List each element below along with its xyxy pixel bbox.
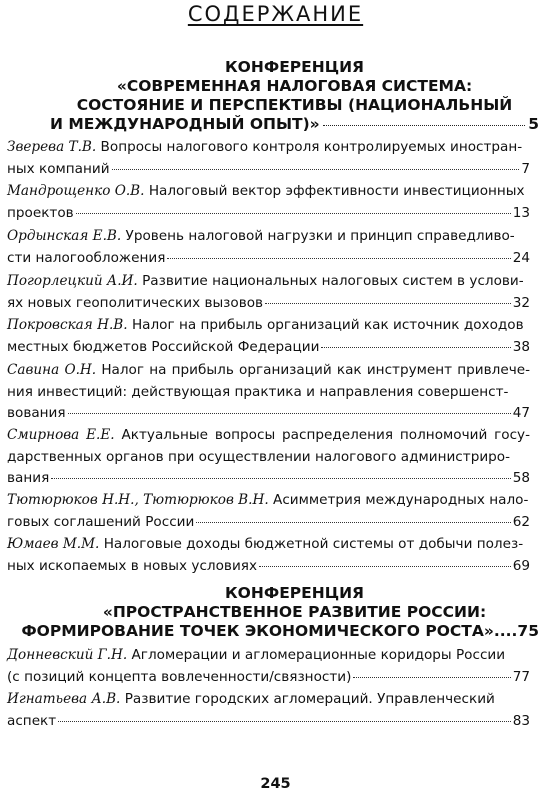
entry-author: Зверева Т.В. (7, 139, 97, 155)
entry-author: Ордынская Е.В. (7, 228, 122, 244)
leader-dots (353, 677, 510, 678)
entry-title: Налоговый вектор эффективности инвестиционных (148, 183, 525, 199)
conference-heading-line: «СОВРЕМЕННАЯ НАЛОГОВАЯ СИСТЕМА: (116, 77, 473, 95)
leader-dots (265, 303, 511, 304)
entry-title-tail: ных ископаемых в новых условиях (7, 557, 257, 574)
conference-heading-line: ФОРМИРОВАНИЕ ТОЧЕК ЭКОНОМИЧЕСКОГО РОСТА».... (21, 622, 518, 640)
entry-title-tail: (с позиций концепта вовлеченности/связности) (7, 668, 352, 685)
conference-heading-last-line (50, 115, 539, 134)
toc-entry[interactable] (7, 534, 530, 577)
entry-author: Донневский Г.Н. (7, 647, 128, 663)
leader-dots (259, 566, 511, 567)
toc-entry[interactable] (7, 271, 530, 314)
entry-author: Тютюрюков Н.Н., Тютюрюков В.Н. (7, 492, 269, 508)
toc-entry[interactable] (7, 137, 530, 180)
leader-dots (112, 169, 520, 170)
leader-dots (196, 522, 510, 523)
entry-title-tail: проектов (7, 204, 74, 221)
entry-author: Савина О.Н. (7, 362, 97, 378)
entry-title: Асимметрия международных нало- (273, 492, 529, 508)
page-title: СОДЕРЖАНИЕ (187, 2, 364, 26)
entry-page-number: 7 (521, 160, 530, 177)
leader-dots (76, 213, 511, 214)
conference-heading-line: КОНФЕРЕНЦИЯ (225, 584, 364, 602)
entry-title: Актуальные вопросы распределения полномочий госу- дарственных органов при осуществлении налогового администриро- (7, 427, 531, 465)
toc-entry[interactable] (7, 226, 530, 269)
toc-entry[interactable] (7, 181, 530, 224)
entry-page-number: 24 (512, 249, 530, 266)
entry-author: Смирнова Е.Е. (7, 427, 115, 443)
leader-dots (68, 413, 511, 414)
conference-heading-line: «ПРОСТРАНСТВЕННОЕ РАЗВИТИЕ РОССИИ: (102, 603, 487, 621)
conference-heading-line: И МЕЖДУНАРОДНЫЙ ОПЫТ)» (50, 115, 320, 133)
entry-title-tail: ях новых геополитических вызовов (7, 294, 264, 311)
conference-heading-1 (50, 58, 539, 134)
entry-title: Налог на прибыль организаций как источник доходов (131, 317, 524, 333)
entry-title: Налог на прибыль организаций как инструмент привлече- ния инвестиций: действующая практика и направления совершенст- (7, 362, 530, 400)
entry-author: Погорлецкий А.И. (7, 273, 138, 289)
toc-entry[interactable] (7, 645, 530, 688)
entry-title-tail: аспект (7, 712, 57, 729)
entry-title-tail: говых соглашений России (7, 513, 195, 530)
conference-heading-line: СОСТОЯНИЕ И ПЕРСПЕКТИВЫ (НАЦИОНАЛЬНЫЙ (76, 96, 513, 114)
entry-page-number: 62 (512, 513, 530, 530)
entry-title: Развитие национальных налоговых систем в услови- (142, 273, 524, 289)
leader-dots (167, 258, 510, 259)
page-number: 245 (260, 776, 291, 792)
entry-page-number: 69 (512, 557, 530, 574)
entry-title-tail: местных бюджетов Российской Федерации (7, 338, 320, 355)
entry-title: Вопросы налогового контроля контролируемых иностран- (100, 139, 523, 155)
entry-page-number: 32 (512, 294, 530, 311)
leader-dots (58, 721, 511, 722)
conference-heading-2 (21, 584, 539, 641)
entry-title-tail: сти налогообложения (7, 249, 166, 266)
entry-author: Юмаев М.М. (7, 536, 100, 552)
entry-title: Уровень налоговой нагрузки и принцип справедливо- (125, 228, 515, 244)
entry-page-number: 83 (512, 712, 530, 729)
conference-page-number: 5 (528, 115, 539, 133)
entry-page-number: 58 (512, 470, 530, 486)
entry-page-number: 13 (512, 204, 530, 221)
entry-title: Агломерации и агломерационные коридоры России (131, 647, 506, 663)
toc-entry[interactable] (7, 360, 530, 425)
entry-author: Игнатьева А.В. (7, 691, 121, 707)
toc-entry[interactable] (7, 490, 530, 533)
entry-page-number: 38 (512, 338, 530, 355)
leader-dots (323, 125, 526, 126)
entry-page-number: 77 (512, 668, 530, 685)
conference-heading-last-line (21, 622, 539, 641)
entry-title-tail: вования (7, 405, 66, 421)
entry-author: Мандрощенко О.В. (7, 183, 145, 199)
entry-title-tail: ных компаний (7, 160, 110, 177)
toc-entry[interactable] (7, 689, 530, 732)
entry-page-number: 47 (512, 405, 530, 421)
leader-dots (321, 347, 510, 348)
conference-page-number: 75 (517, 622, 539, 640)
entry-title: Развитие городских агломераций. Управленческий (124, 691, 495, 707)
entry-title: Налоговые доходы бюджетной системы от добычи полез- (103, 536, 524, 552)
conference-heading-line: КОНФЕРЕНЦИЯ (225, 58, 364, 76)
toc-entry[interactable] (7, 425, 530, 490)
leader-dots (51, 478, 510, 479)
entry-author: Покровская Н.В. (7, 317, 128, 333)
entry-title-tail: вания (7, 470, 50, 486)
toc-entry[interactable] (7, 315, 530, 358)
